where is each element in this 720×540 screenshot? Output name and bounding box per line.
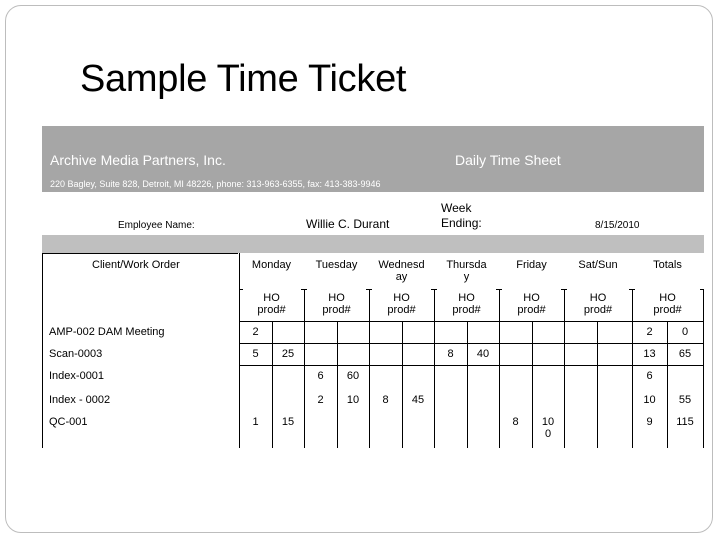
client-header: Client/Work Order: [92, 259, 180, 271]
cell-divider: [564, 321, 565, 448]
week-ending-date: 8/15/2010: [595, 220, 640, 231]
day-header-line2: y: [463, 271, 470, 283]
hours-prod-header: [239, 292, 304, 316]
table-cell: 10: [346, 394, 360, 406]
cell-divider: [304, 321, 305, 448]
header-divider: [431, 289, 437, 290]
sub-header-prod: prod#: [517, 304, 546, 316]
sheet-type: Daily Time Sheet: [455, 152, 561, 168]
day-header: [434, 259, 499, 283]
table-cell: 2: [646, 326, 653, 338]
table-cell: 55: [678, 394, 692, 406]
week-ending-label: [441, 201, 482, 231]
table-cell: 45: [411, 394, 425, 406]
cell-divider: [467, 321, 468, 448]
table-cell: 8: [447, 348, 454, 360]
day-header-line1: Wednesd: [378, 259, 425, 271]
sub-header-ho: HO: [659, 292, 676, 304]
header-divider: [239, 289, 240, 321]
row-label: Scan-0003: [49, 348, 103, 360]
cell-divider: [402, 321, 403, 448]
cell-divider: [272, 321, 273, 448]
day-header: [564, 259, 632, 271]
table-left-border: [42, 253, 43, 448]
separator-strip: [42, 235, 704, 253]
table-cell: 8: [512, 416, 519, 428]
table-cell: 5: [252, 348, 259, 360]
sub-header-ho: HO: [393, 292, 410, 304]
table-cell: 1: [252, 416, 259, 428]
header-divider: [561, 289, 567, 290]
cell-divider: [369, 321, 370, 448]
hours-prod-header: [434, 292, 499, 316]
slide-title: Sample Time Ticket: [80, 58, 407, 100]
table-cell: 13: [643, 348, 656, 360]
hours-prod-header: [499, 292, 564, 316]
week-label-line1: Week: [441, 201, 472, 215]
sub-header-ho: HO: [328, 292, 345, 304]
table-cell: 9: [646, 416, 653, 428]
sub-header-prod: prod#: [322, 304, 351, 316]
table-cell: 40: [476, 348, 490, 360]
header-divider: [629, 289, 635, 290]
sub-header-ho: HO: [458, 292, 475, 304]
sub-header-ho: HO: [523, 292, 540, 304]
cell-divider: [337, 321, 338, 448]
company-name: Archive Media Partners, Inc.: [50, 152, 226, 168]
company-address: 220 Bagley, Suite 828, Detroit, MI 48226, phone: 313-963-6355, fax: 413-383-9946: [50, 179, 381, 189]
header-divider: [304, 289, 305, 321]
row-divider: [239, 343, 704, 344]
hours-prod-header: [304, 292, 369, 316]
day-header-line2: ay: [395, 271, 408, 283]
cell-divider: [667, 321, 668, 448]
hours-prod-header: [369, 292, 434, 316]
sub-header-prod: prod#: [257, 304, 286, 316]
header-divider: [703, 289, 704, 321]
week-label-line2: Ending:: [441, 216, 482, 230]
table-top-border: [42, 253, 238, 254]
header-band: [42, 126, 704, 192]
header-divider: [700, 289, 704, 290]
cell-divider: [703, 321, 704, 448]
table-cell: 8: [382, 394, 389, 406]
table-cell: 25: [281, 348, 295, 360]
table-cell: 60: [346, 370, 360, 382]
sub-header-ho: HO: [589, 292, 607, 304]
day-header-line1: Sat/Sun: [578, 259, 618, 271]
cell-divider: [499, 321, 500, 448]
employee-name-value: Willie C. Durant: [306, 217, 390, 231]
sub-header-prod: prod#: [653, 304, 682, 316]
day-header-line1: Thursda: [446, 259, 487, 271]
cell-divider: [434, 321, 435, 448]
header-divider: [632, 289, 633, 321]
day-header-line1: Monday: [251, 259, 292, 271]
hours-prod-header: [632, 292, 703, 316]
cell-divider: [532, 321, 533, 448]
row-divider: [239, 365, 704, 366]
day-header: [304, 259, 369, 271]
day-header: [239, 259, 304, 271]
day-header-line1: Totals: [653, 259, 682, 271]
day-header-line1: Friday: [516, 259, 547, 271]
cell-divider: [632, 321, 633, 448]
day-header: [499, 259, 564, 271]
table-cell: 2: [252, 326, 259, 338]
cell-divider: [239, 321, 240, 448]
table-cell: 15: [281, 416, 295, 428]
table-cell: 6: [646, 370, 653, 382]
row-label: Index-0001: [49, 370, 105, 382]
header-divider: [564, 289, 565, 321]
table-cell: 65: [678, 348, 692, 360]
day-header: [369, 259, 434, 283]
row-divider: [239, 321, 704, 322]
table-cell: 6: [317, 370, 324, 382]
sub-header-prod: prod#: [583, 304, 613, 316]
sub-header-prod: prod#: [387, 304, 416, 316]
row-label: Index - 0002: [49, 394, 111, 406]
header-divider: [496, 289, 502, 290]
table-cell: 10 0: [541, 416, 555, 440]
header-divider: [239, 253, 240, 289]
header-divider: [434, 289, 435, 321]
header-divider: [499, 289, 500, 321]
header-divider: [369, 289, 370, 321]
cell-divider: [597, 321, 598, 448]
table-cell: 2: [317, 394, 324, 406]
header-divider: [301, 289, 307, 290]
header-divider: [239, 289, 243, 290]
sub-header-ho: HO: [263, 292, 280, 304]
table-cell: 0: [681, 326, 689, 338]
table-cell: 115: [676, 416, 694, 428]
day-header-line1: Tuesday: [315, 259, 358, 271]
row-label: AMP-002 DAM Meeting: [49, 326, 165, 338]
row-label: QC-001: [49, 416, 88, 428]
table-cell: 10: [643, 394, 656, 406]
employee-name-label: Employee Name:: [118, 220, 195, 231]
sub-header-prod: prod#: [452, 304, 481, 316]
hours-prod-header: [564, 292, 632, 316]
day-header: [632, 259, 703, 271]
header-divider: [366, 289, 372, 290]
